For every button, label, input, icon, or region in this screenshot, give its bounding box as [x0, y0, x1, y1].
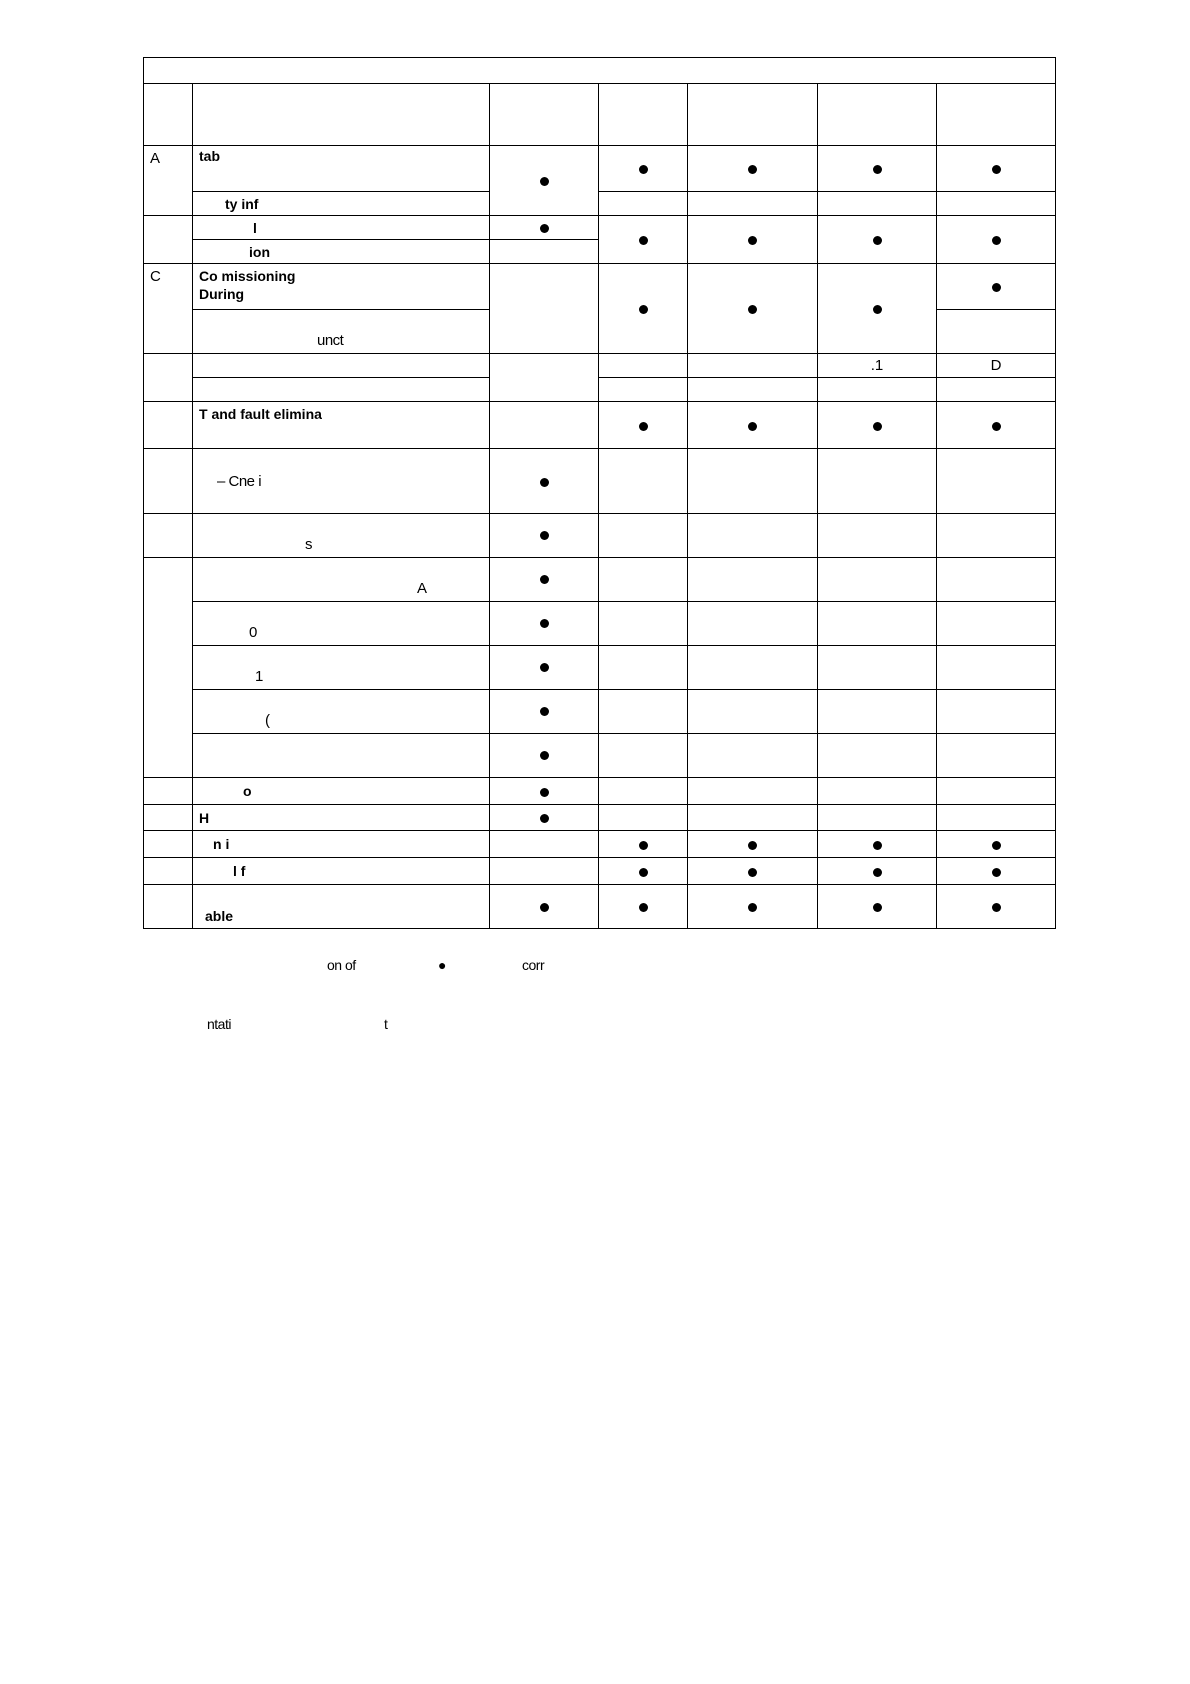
bullet-dot-icon [992, 165, 1001, 174]
empty-cell [599, 646, 688, 690]
empty-cell [937, 690, 1056, 734]
table-row [144, 831, 1056, 858]
row-label: – Cne i [193, 449, 490, 514]
bullet-dot-icon [639, 903, 648, 912]
empty-cell [937, 378, 1056, 402]
mark-cell [490, 146, 599, 216]
row-id [144, 805, 193, 831]
mark-cell [490, 734, 599, 778]
empty-cell [937, 192, 1056, 216]
table-row [144, 805, 1056, 831]
mark-cell [937, 402, 1056, 449]
empty-cell [599, 778, 688, 805]
mark-cell [818, 831, 937, 858]
row-id [144, 831, 193, 858]
mark-cell [599, 831, 688, 858]
bullet-dot-icon [748, 236, 757, 245]
bullet-dot-icon [992, 283, 1001, 292]
mark-cell [937, 885, 1056, 929]
bullet-dot-icon [992, 903, 1001, 912]
empty-cell [688, 558, 818, 602]
table-title-row [144, 58, 1056, 84]
table-row [144, 378, 1056, 402]
bullet-dot-icon [540, 663, 549, 672]
row-id [144, 216, 193, 264]
empty-cell [937, 805, 1056, 831]
empty-cell [599, 514, 688, 558]
table-row [144, 885, 1056, 929]
bullet-dot-icon [748, 422, 757, 431]
table-row [144, 216, 1056, 240]
bullet-dot-icon [748, 841, 757, 850]
bullet-dot-icon [873, 903, 882, 912]
mark-cell [490, 885, 599, 929]
empty-cell [818, 449, 937, 514]
bullet-dot-icon [873, 305, 882, 314]
empty-cell [688, 778, 818, 805]
bullet-dot-icon [540, 788, 549, 797]
table-row [144, 514, 1056, 558]
header-cell [937, 84, 1056, 146]
header-cell [490, 84, 599, 146]
bullet-dot-icon [639, 236, 648, 245]
table-title [144, 58, 1056, 84]
row-label: ( [193, 690, 490, 734]
footnote-fragment: t [384, 1016, 388, 1032]
row-label: H [193, 805, 490, 831]
row-id [144, 885, 193, 929]
bullet-dot-icon [639, 868, 648, 877]
bullet-dot-icon [540, 814, 549, 823]
empty-cell [688, 354, 818, 378]
mark-cell [937, 858, 1056, 885]
empty-cell [490, 354, 599, 402]
mark-cell [490, 558, 599, 602]
bullet-dot-icon [540, 177, 549, 186]
mark-cell [599, 146, 688, 192]
value-cell: .1 [818, 354, 937, 378]
table-row [144, 602, 1056, 646]
empty-cell [599, 449, 688, 514]
bullet-dot-icon [540, 903, 549, 912]
row-id [144, 778, 193, 805]
empty-cell [599, 354, 688, 378]
table-row [144, 264, 1056, 310]
empty-cell [688, 449, 818, 514]
mark-cell [937, 831, 1056, 858]
bullet-dot-icon [639, 841, 648, 850]
empty-cell [937, 514, 1056, 558]
empty-cell [688, 646, 818, 690]
bullet-dot-icon [639, 305, 648, 314]
row-label: s [193, 514, 490, 558]
row-label [193, 264, 490, 310]
table-row [144, 192, 1056, 216]
table-header-row [144, 84, 1056, 146]
mark-cell [688, 831, 818, 858]
bullet-dot-icon [748, 868, 757, 877]
empty-cell [688, 378, 818, 402]
empty-cell [688, 192, 818, 216]
row-label: T and fault elimina [193, 402, 490, 449]
mark-cell [937, 216, 1056, 264]
empty-cell [599, 378, 688, 402]
table-row [144, 734, 1056, 778]
bullet-dot-icon [748, 165, 757, 174]
empty-cell [599, 690, 688, 734]
empty-cell [937, 310, 1056, 354]
empty-cell [688, 690, 818, 734]
bullet-dot-icon [540, 531, 549, 540]
row-label: 1 [193, 646, 490, 690]
table-row [144, 778, 1056, 805]
row-label: l [193, 216, 490, 240]
table-row [144, 690, 1056, 734]
deliverables-table [143, 57, 1056, 929]
table-row [144, 646, 1056, 690]
bullet-dot-icon [639, 165, 648, 174]
row-label: unct [193, 310, 490, 354]
mark-cell [599, 216, 688, 264]
bullet-dot-icon [873, 868, 882, 877]
empty-cell [818, 558, 937, 602]
empty-cell [599, 734, 688, 778]
mark-cell [688, 146, 818, 192]
mark-cell [818, 264, 937, 354]
empty-cell [688, 734, 818, 778]
mark-cell [490, 514, 599, 558]
row-label: o [193, 778, 490, 805]
header-cell [688, 84, 818, 146]
empty-cell [937, 558, 1056, 602]
value-cell: D [937, 354, 1056, 378]
footnote-bullet: ● [438, 957, 446, 973]
row-label-line: Co missioning [199, 268, 296, 284]
footnote-fragment: on of [327, 957, 356, 973]
bullet-dot-icon [540, 478, 549, 487]
mark-cell [599, 858, 688, 885]
row-id: A [144, 146, 193, 216]
row-id [144, 558, 193, 734]
mark-cell [490, 216, 599, 240]
mark-cell [490, 805, 599, 831]
mark-cell [599, 885, 688, 929]
header-cell [193, 84, 490, 146]
table-row [144, 449, 1056, 514]
empty-cell [688, 514, 818, 558]
bullet-dot-icon [873, 841, 882, 850]
empty-cell [599, 602, 688, 646]
mark-cell [937, 264, 1056, 310]
empty-cell [818, 192, 937, 216]
footnote-fragment: ntati [207, 1016, 231, 1032]
bullet-dot-icon [873, 236, 882, 245]
bullet-dot-icon [873, 165, 882, 174]
empty-cell [599, 192, 688, 216]
mark-cell [490, 602, 599, 646]
row-id [144, 449, 193, 514]
row-id [144, 514, 193, 558]
empty-cell [937, 778, 1056, 805]
empty-cell [818, 378, 937, 402]
empty-cell [818, 602, 937, 646]
row-label: A [193, 558, 490, 602]
mark-cell [688, 885, 818, 929]
row-label: ion [193, 240, 490, 264]
empty-cell [818, 646, 937, 690]
empty-cell [688, 602, 818, 646]
empty-cell [490, 264, 599, 354]
mark-cell [688, 216, 818, 264]
mark-cell [818, 216, 937, 264]
empty-cell [599, 558, 688, 602]
bullet-dot-icon [992, 841, 1001, 850]
bullet-dot-icon [540, 575, 549, 584]
mark-cell [490, 449, 599, 514]
empty-cell [599, 805, 688, 831]
mark-cell [818, 885, 937, 929]
row-id [144, 402, 193, 449]
table-row [144, 558, 1056, 602]
row-label: able [193, 885, 490, 929]
empty-cell [818, 734, 937, 778]
row-label [193, 378, 490, 402]
bullet-dot-icon [540, 224, 549, 233]
mark-cell [490, 646, 599, 690]
row-id [144, 734, 193, 778]
mark-cell [490, 690, 599, 734]
bullet-dot-icon [748, 903, 757, 912]
bullet-dot-icon [873, 422, 882, 431]
empty-cell [937, 602, 1056, 646]
header-cell [818, 84, 937, 146]
header-cell [144, 84, 193, 146]
mark-cell [818, 402, 937, 449]
bullet-dot-icon [540, 707, 549, 716]
mark-cell [818, 858, 937, 885]
empty-cell [937, 646, 1056, 690]
bullet-dot-icon [639, 422, 648, 431]
row-label: 0 [193, 602, 490, 646]
empty-cell [818, 805, 937, 831]
mark-cell [599, 402, 688, 449]
mark-cell [599, 264, 688, 354]
bullet-dot-icon [992, 868, 1001, 877]
row-label: l f [193, 858, 490, 885]
table-row [144, 858, 1056, 885]
mark-cell [818, 146, 937, 192]
empty-cell [937, 734, 1056, 778]
bullet-dot-icon [540, 619, 549, 628]
row-id [144, 354, 193, 402]
empty-cell [490, 831, 599, 858]
empty-cell [818, 514, 937, 558]
row-label: n i [193, 831, 490, 858]
row-id [144, 858, 193, 885]
empty-cell [490, 402, 599, 449]
footnote-fragment: corr [522, 957, 545, 973]
row-label-line: During [199, 286, 245, 302]
header-cell [599, 84, 688, 146]
empty-cell [818, 690, 937, 734]
bullet-dot-icon [540, 751, 549, 760]
mark-cell [688, 858, 818, 885]
row-label: tab [193, 146, 490, 192]
table-row [144, 402, 1056, 449]
mark-cell [688, 402, 818, 449]
mark-cell [490, 778, 599, 805]
mark-cell [688, 264, 818, 354]
empty-cell [937, 449, 1056, 514]
empty-cell [818, 778, 937, 805]
empty-cell [688, 805, 818, 831]
row-label [193, 354, 490, 378]
row-label: ty inf [193, 192, 490, 216]
empty-cell [490, 858, 599, 885]
bullet-dot-icon [992, 422, 1001, 431]
row-id: C [144, 264, 193, 354]
table-row [144, 354, 1056, 378]
table-row [144, 146, 1056, 192]
bullet-dot-icon [992, 236, 1001, 245]
row-label [193, 734, 490, 778]
bullet-dot-icon [748, 305, 757, 314]
mark-cell [937, 146, 1056, 192]
empty-cell [490, 240, 599, 264]
